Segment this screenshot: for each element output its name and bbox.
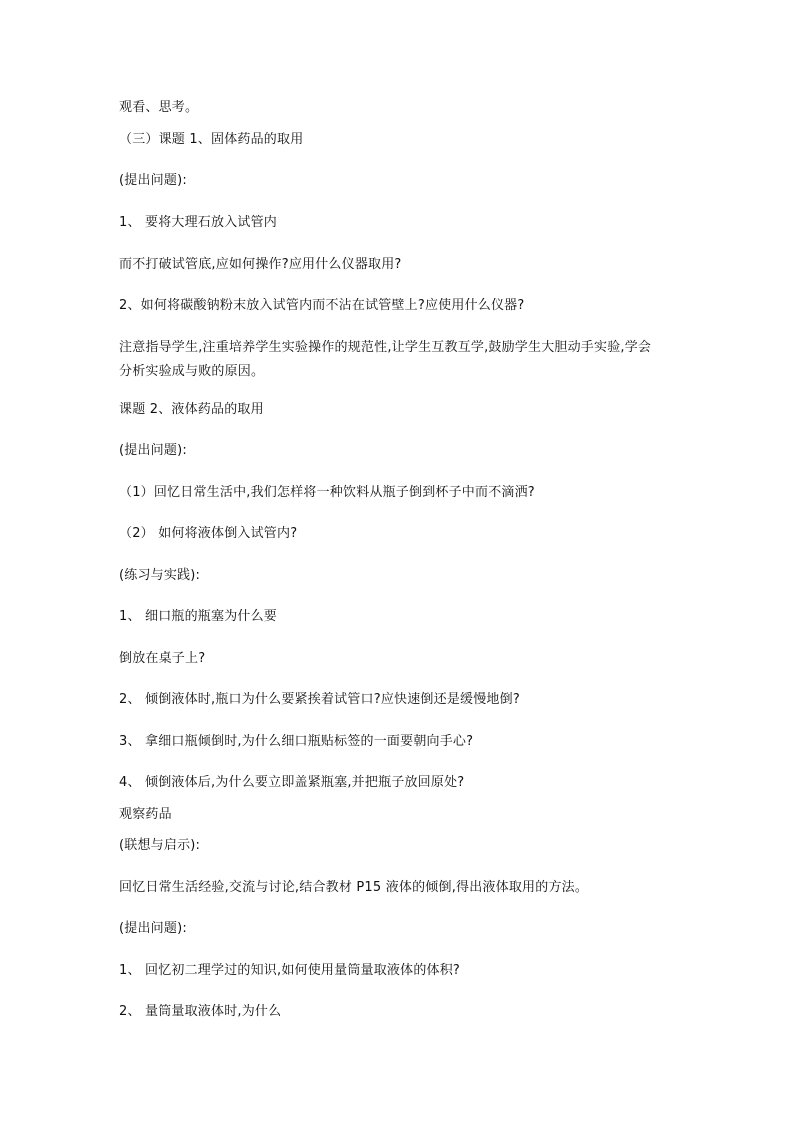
text-line: 1、 要将大理石放入试管内 (119, 215, 278, 230)
text-line: (联想与启示): (119, 838, 201, 853)
text-line: 观看、思考。 (119, 100, 199, 115)
text-line: 3、 拿细口瓶倾倒时,为什么细口瓶贴标签的一面要朝向手心? (119, 734, 474, 749)
text-line: (提出问题): (119, 173, 187, 188)
text-line: 2、如何将碳酸钠粉末放入试管内而不沾在试管壁上?应使用什么仪器? (119, 298, 525, 313)
text-line: （1）回忆日常生活中,我们怎样将一种饮料从瓶子倒到杯子中而不滴洒? (119, 485, 535, 500)
text-line: 课题 2、液体药品的取用 (119, 402, 264, 417)
text-line: 而不打破试管底,应如何操作?应用什么仪器取用? (119, 257, 402, 272)
text-line: (提出问题): (119, 443, 187, 458)
text-line: (提出问题): (119, 921, 187, 936)
text-line: 1、 细口瓶的瓶塞为什么要 (119, 609, 278, 624)
text-line: 回忆日常生活经验,交流与讨论,结合教材 P15 液体的倾倒,得出液体取用的方法。 (119, 880, 589, 895)
text-line: 观察药品 (119, 807, 172, 822)
text-paragraph: 注意指导学生,注重培养学生实验操作的规范性,让学生互教互学,鼓励学生大胆动手实验,学会分析实验成与败的原因。 (119, 340, 652, 379)
text-line: 倒放在桌子上? (119, 651, 206, 666)
text-line: 2、 倾倒液体时,瓶口为什么要紧挨着试管口?应快速倒还是缓慢地倒? (119, 692, 520, 707)
text-line: 4、 倾倒液体后,为什么要立即盖紧瓶塞,并把瓶子放回原处? (119, 775, 465, 790)
text-line: 2、 量筒量取液体时,为什么 (119, 1004, 282, 1019)
text-line: （三）课题 1、固体药品的取用 (119, 132, 304, 147)
text-line: 1、 回忆初二理学过的知识,如何使用量筒量取液体的体积? (119, 963, 461, 978)
text-line: （2） 如何将液体倒入试管内? (119, 526, 298, 541)
text-line: (练习与实践): (119, 568, 201, 583)
